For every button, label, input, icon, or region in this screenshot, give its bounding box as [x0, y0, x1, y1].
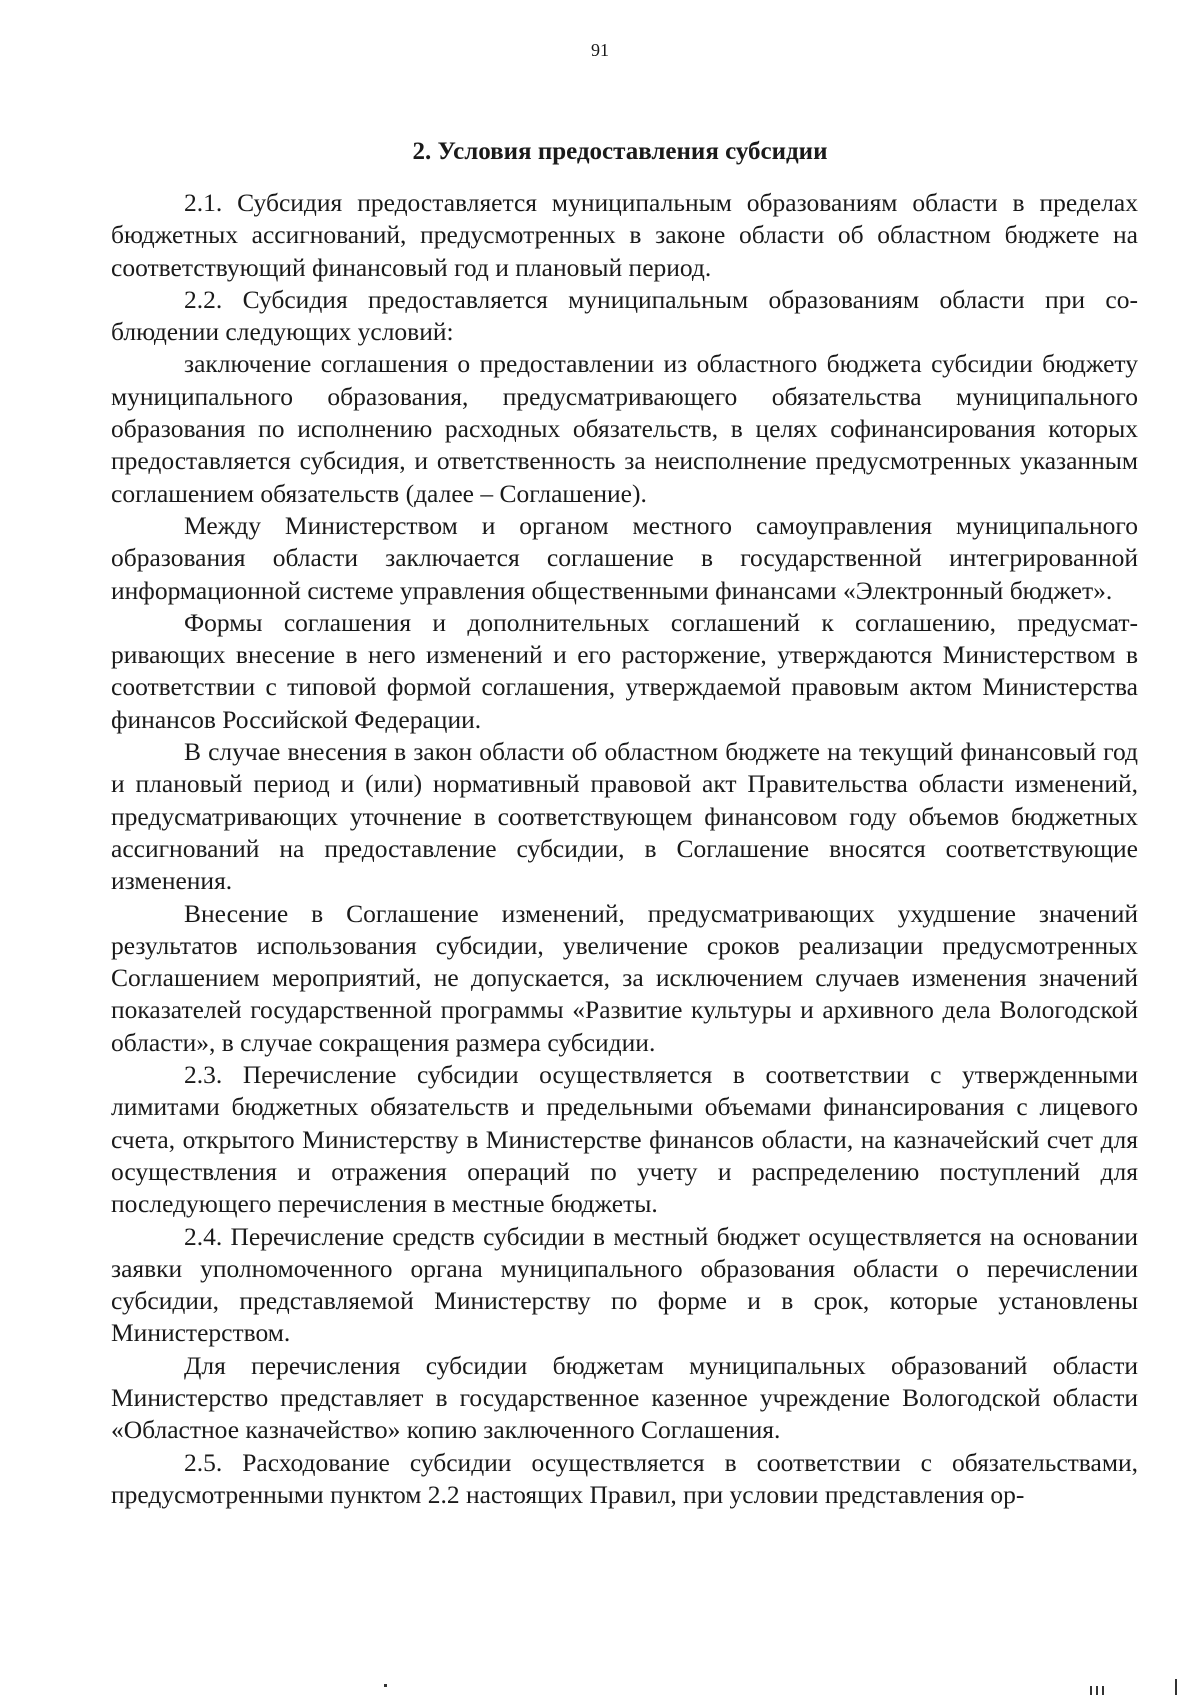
scan-artifact-marks	[1090, 1686, 1092, 1695]
document-body	[111, 187, 1138, 1511]
page-number: 91	[591, 40, 609, 60]
paragraph-agreement-forms: Формы соглашения и дополнительных соглашений к соглашению, предусматривающих внесение в него изменений и его расторжение, утверждаются Министерством в соответствии с типовой формой соглашения, утверждаемой правовым актом Министерства финансов Российской Федерации.	[111, 607, 1138, 734]
paragraph-treasury-copy: Для перечисления субсидии бюджетам муниципальных образований области Министерство представляет в государственное казенное учреждение Вологодской области «Областное казначейство» копию заключенного Соглашения.	[111, 1350, 1138, 1445]
section-title: 2. Условия предоставления субсидии	[412, 138, 828, 165]
paragraph-2-1: 2.1. Субсидия предоставляется муниципальным образованиям области в пределах бюджетных ассигнований, предусмотренных в законе области об областном бюджете на соответствующий финансовый год и плановый период.	[111, 188, 1138, 282]
paragraph-electronic-budget: Между Министерством и органом местного самоуправления муниципального образования области заключается соглашение в государственной интегрированной информационной системе управления общественными финансами «Электронный бюджет».	[111, 510, 1138, 605]
scan-artifact-dot	[384, 1684, 387, 1687]
paragraph-agreement-condition: заключение соглашения о предоставлении из областного бюджета субсидии бюджету муниципального образования, предусматривающего обязательства муниципального образования по исполнению расходных обязательств, в целях софинансирования которых предоставляется субсидия, и ответственность за неисполнение предусмотренных указанным соглашением обязательств (далее – Соглашение).	[111, 349, 1138, 508]
paragraph-agreement-amendments: Внесение в Соглашение изменений, предусматривающих ухудшение значений результатов использования субсидии, увеличение сроков реализации предусмотренных Соглашением мероприятий, не допускается, за исключением случаев изменения значений показателей государственной программы «Развитие культуры и архивного дела Вологодской области», в случае сокращения размера субсидии.	[111, 898, 1138, 1057]
scan-artifact-marks	[1102, 1686, 1104, 1695]
paragraph-2-3: 2.3. Перечисление субсидии осуществляется в соответствии с утвержденными лимитами бюджетных обязательств и предельными объемами финансирования с лицевого счета, открытого Министерству в Министерстве финансов области, на казначейский счет для осуществления и отражения операций по учету и распределению поступлений для последующего перечисления в местные бюджеты.	[111, 1060, 1138, 1219]
scan-artifact-marks	[1096, 1686, 1098, 1695]
paragraph-2-2: 2.2. Субсидия предоставляется муниципальным образованиям области при соблюдении следующих условий:	[111, 284, 1138, 347]
paragraph-2-5: 2.5. Расходование субсидии осуществляется в соответствии с обязательствами, предусмотренными пунктом 2.2 настоящих Правил, при условии представления ор-	[111, 1447, 1138, 1509]
paragraph-2-4: 2.4. Перечисление средств субсидии в местный бюджет осуществляется на основании заявки уполномоченного органа муниципального образования области о перечислении субсидии, представляемой Министерству по форме и в срок, которые установлены Министерством.	[111, 1221, 1138, 1348]
paragraph-law-changes: В случае внесения в закон области об областном бюджете на текущий финансовый год и плановый период и (или) нормативный правовой акт Правительства области изменений, предусматривающих уточнение в соответствующем финансовом году объемов бюджетных ассигнований на предоставление субсидии, в Соглашение вносятся соответствующие изменения.	[111, 737, 1138, 896]
scan-artifact-marks	[1175, 1679, 1177, 1695]
